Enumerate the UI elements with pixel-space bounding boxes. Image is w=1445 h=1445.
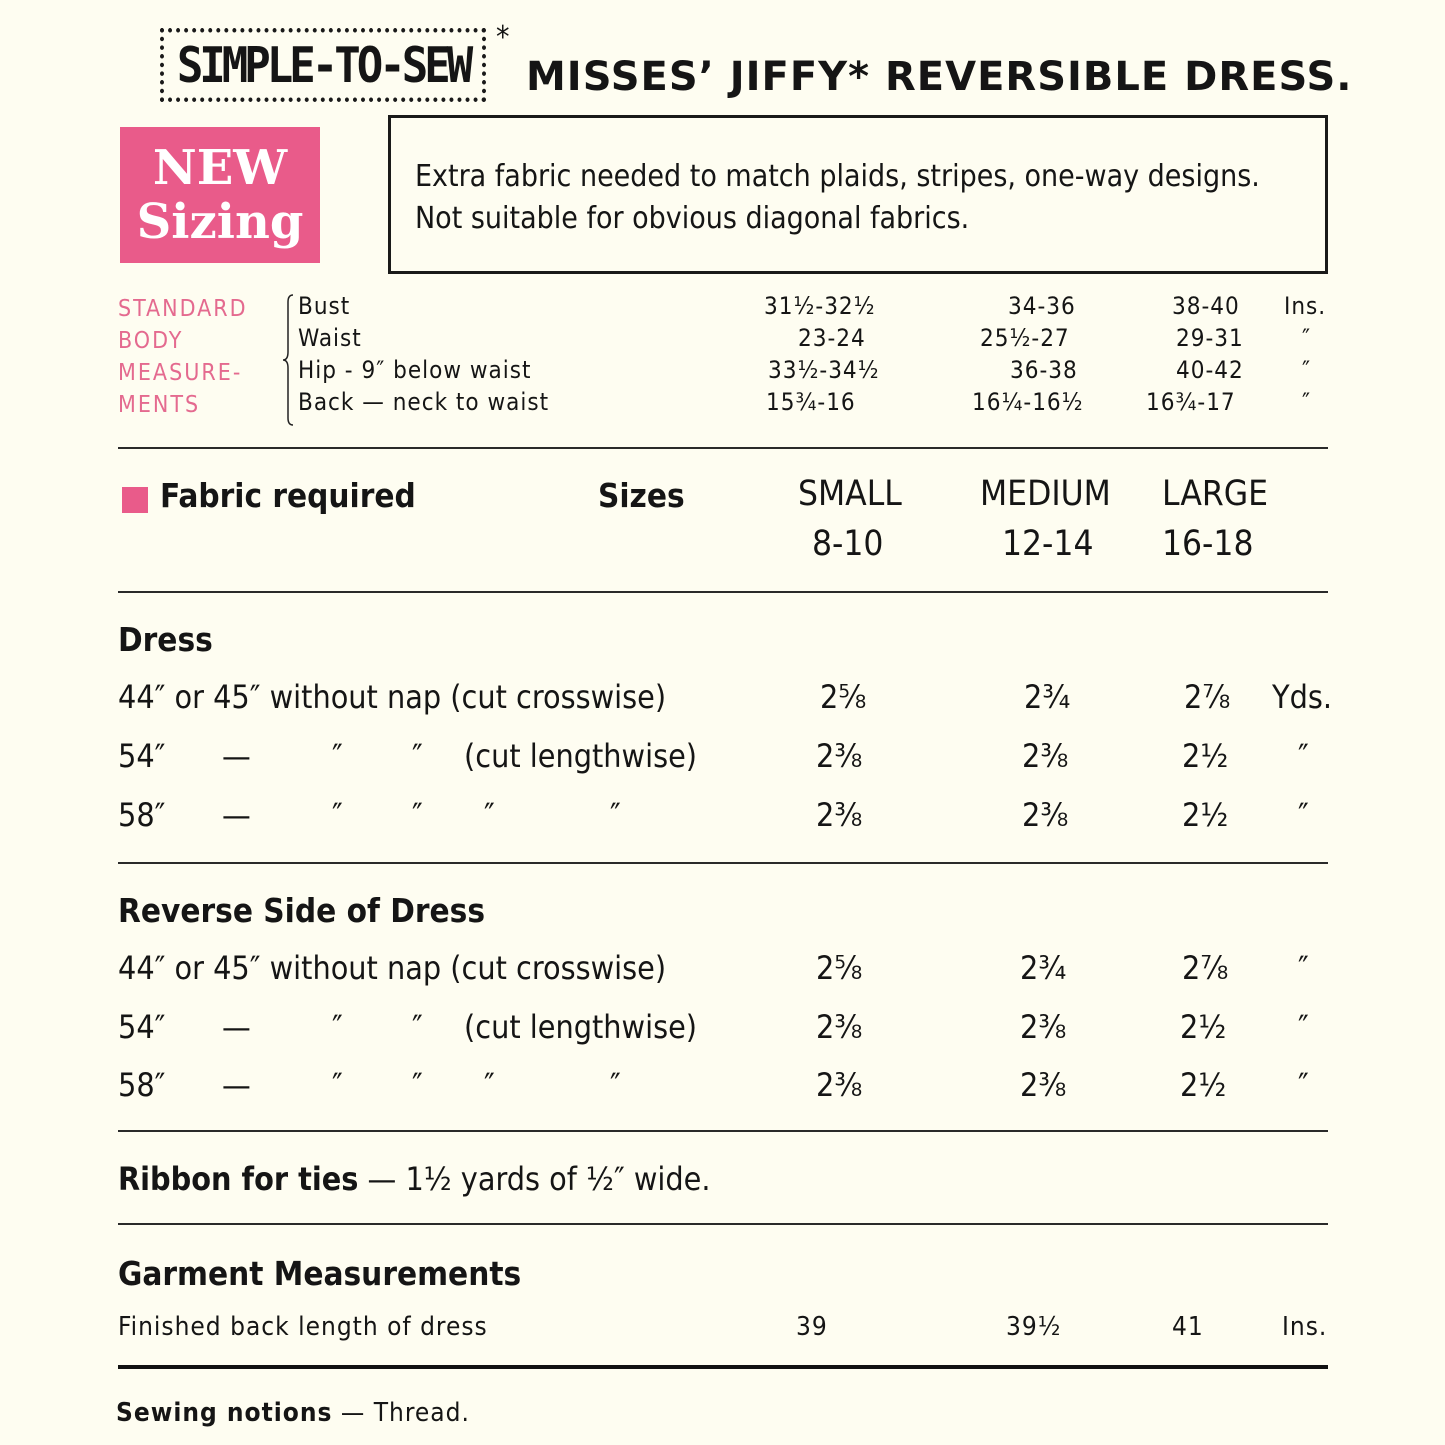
dress-row-2-medium: 2⅜ xyxy=(1022,737,1069,775)
size-range-medium: 12-14 xyxy=(1002,524,1094,564)
divider xyxy=(118,591,1328,593)
divider xyxy=(118,1223,1328,1225)
bm-waist-medium: 25½-27 xyxy=(980,324,1070,352)
reverse-row-1-medium: 2¾ xyxy=(1020,949,1067,987)
dress-row-2-small: 2⅜ xyxy=(816,737,863,775)
dress-row-3-ditto-3: ″ xyxy=(484,796,495,834)
std-label-2: BODY xyxy=(118,328,184,354)
bm-hip-medium: 36-38 xyxy=(1010,356,1078,384)
reverse-row-3-ditto-1: ″ xyxy=(332,1066,343,1104)
reverse-row-2-medium: 2⅜ xyxy=(1020,1008,1067,1046)
dress-row-3-dash: — xyxy=(222,796,251,834)
dress-row-3-ditto-4: ″ xyxy=(610,796,621,834)
bm-label-bust: Bust xyxy=(298,292,351,320)
dress-row-2-unit: ″ xyxy=(1298,737,1309,775)
dress-heading: Dress xyxy=(118,620,213,659)
reverse-heading: Reverse Side of Dress xyxy=(118,891,485,930)
bm-bust-small: 31½-32½ xyxy=(764,292,876,320)
std-label-4: MENTS xyxy=(118,392,201,418)
garment-large: 41 xyxy=(1172,1312,1204,1342)
notions-label: Sewing notions xyxy=(116,1398,333,1428)
garment-unit: Ins. xyxy=(1282,1312,1328,1342)
dress-row-3-unit: ″ xyxy=(1298,796,1309,834)
fabric-note-box xyxy=(388,115,1328,274)
bm-bust-unit: Ins. xyxy=(1284,292,1327,320)
dress-row-2-large: 2½ xyxy=(1182,737,1229,775)
dress-row-1-unit: Yds. xyxy=(1272,678,1332,716)
reverse-row-3-dash: — xyxy=(222,1066,251,1104)
badge-line-1: NEW xyxy=(152,140,288,196)
reverse-row-3-medium: 2⅜ xyxy=(1020,1066,1067,1104)
size-range-large: 16-18 xyxy=(1162,524,1254,564)
bm-hip-small: 33½-34½ xyxy=(768,356,880,384)
brace-icon xyxy=(282,294,294,426)
dress-row-3-large: 2½ xyxy=(1182,796,1229,834)
dress-row-3-width: 58″ xyxy=(118,796,166,834)
bm-label-hip: Hip - 9″ below waist xyxy=(298,356,532,384)
dress-row-2-width: 54″ xyxy=(118,737,166,775)
reverse-row-3-unit: ″ xyxy=(1298,1066,1309,1104)
garment-heading: Garment Measurements xyxy=(118,1254,522,1293)
reverse-row-2-small: 2⅜ xyxy=(816,1008,863,1046)
reverse-row-2-unit: ″ xyxy=(1298,1008,1309,1046)
new-sizing-badge xyxy=(120,127,320,263)
reverse-row-1-unit: ″ xyxy=(1298,949,1309,987)
garment-row-label: Finished back length of dress xyxy=(118,1312,488,1342)
reverse-row-3-width: 58″ xyxy=(118,1066,166,1104)
reverse-row-1-large: 2⅞ xyxy=(1182,949,1229,987)
pattern-title: MISSES’ JIFFY* REVERSIBLE DRESS. xyxy=(526,54,1353,100)
std-label-3: MEASURE- xyxy=(118,360,243,386)
size-small: SMALL xyxy=(798,474,902,514)
bm-waist-small: 23-24 xyxy=(798,324,866,352)
bm-back-large: 16¾-17 xyxy=(1146,388,1236,416)
size-large: LARGE xyxy=(1162,474,1269,514)
badge-line-2: Sizing xyxy=(136,194,304,250)
bm-waist-unit: ″ xyxy=(1302,324,1312,352)
pink-square-icon xyxy=(122,487,148,513)
reverse-row-2-ditto-1: ″ xyxy=(332,1008,343,1046)
bm-back-medium: 16¼-16½ xyxy=(972,388,1084,416)
reverse-row-2-width: 54″ xyxy=(118,1008,166,1046)
dress-row-3-medium: 2⅜ xyxy=(1022,796,1069,834)
bm-back-small: 15¾-16 xyxy=(766,388,856,416)
reverse-row-2-cut: (cut lengthwise) xyxy=(464,1008,698,1046)
sizes-label: Sizes xyxy=(598,476,685,515)
brand-text: SIMPLE-TO-SEW xyxy=(176,36,470,94)
dress-row-2-cut: (cut lengthwise) xyxy=(464,737,698,775)
simple-to-sew-logo xyxy=(160,28,486,102)
reverse-row-3-small: 2⅜ xyxy=(816,1066,863,1104)
ribbon-label: Ribbon for ties xyxy=(118,1160,359,1198)
reverse-row-2-ditto-2: ″ xyxy=(412,1008,423,1046)
std-label-1: STANDARD xyxy=(118,296,248,322)
bm-hip-unit: ″ xyxy=(1302,356,1312,384)
garment-medium: 39½ xyxy=(1006,1312,1062,1342)
reverse-row-3-ditto-4: ″ xyxy=(610,1066,621,1104)
dress-row-3-small: 2⅜ xyxy=(816,796,863,834)
divider-thick xyxy=(118,1365,1328,1369)
reverse-row-3-ditto-2: ″ xyxy=(412,1066,423,1104)
reverse-row-3-large: 2½ xyxy=(1180,1066,1227,1104)
size-range-small: 8-10 xyxy=(812,524,884,564)
size-medium: MEDIUM xyxy=(980,474,1111,514)
notions-line xyxy=(116,1398,470,1428)
divider xyxy=(118,1130,1328,1132)
bm-label-waist: Waist xyxy=(298,324,362,352)
ribbon-line xyxy=(118,1160,711,1198)
reverse-row-1-width: 44″ or 45″ without nap (cut crosswise) xyxy=(118,949,667,987)
dress-row-2-dash: — xyxy=(222,737,251,775)
reverse-row-2-dash: — xyxy=(222,1008,251,1046)
note-line-1: Extra fabric needed to match plaids, stripes, one-way designs. xyxy=(415,159,1260,194)
dress-row-3-ditto-1: ″ xyxy=(332,796,343,834)
dress-row-2-ditto-1: ″ xyxy=(332,737,343,775)
divider xyxy=(118,862,1328,864)
notions-text: — Thread. xyxy=(340,1398,470,1428)
garment-small: 39 xyxy=(796,1312,828,1342)
bm-waist-large: 29-31 xyxy=(1176,324,1244,352)
bm-label-back: Back — neck to waist xyxy=(298,388,550,416)
bm-bust-large: 38-40 xyxy=(1172,292,1240,320)
bm-back-unit: ″ xyxy=(1302,388,1312,416)
note-line-2: Not suitable for obvious diagonal fabrics. xyxy=(415,201,970,236)
dress-row-1-width: 44″ or 45″ without nap (cut crosswise) xyxy=(118,678,667,716)
dress-row-1-small: 2⅝ xyxy=(820,678,867,716)
brand-asterisk: * xyxy=(496,20,510,55)
ribbon-text: — 1½ yards of ½″ wide. xyxy=(367,1160,711,1198)
dress-row-1-medium: 2¾ xyxy=(1024,678,1071,716)
dress-row-2-ditto-2: ″ xyxy=(412,737,423,775)
fabric-required-label: Fabric required xyxy=(160,476,416,515)
dress-row-1-large: 2⅞ xyxy=(1184,678,1231,716)
reverse-row-2-large: 2½ xyxy=(1180,1008,1227,1046)
bm-hip-large: 40-42 xyxy=(1176,356,1244,384)
dress-row-3-ditto-2: ″ xyxy=(412,796,423,834)
bm-bust-medium: 34-36 xyxy=(1008,292,1076,320)
divider xyxy=(118,447,1328,449)
reverse-row-1-small: 2⅝ xyxy=(816,949,863,987)
reverse-row-3-ditto-3: ″ xyxy=(484,1066,495,1104)
